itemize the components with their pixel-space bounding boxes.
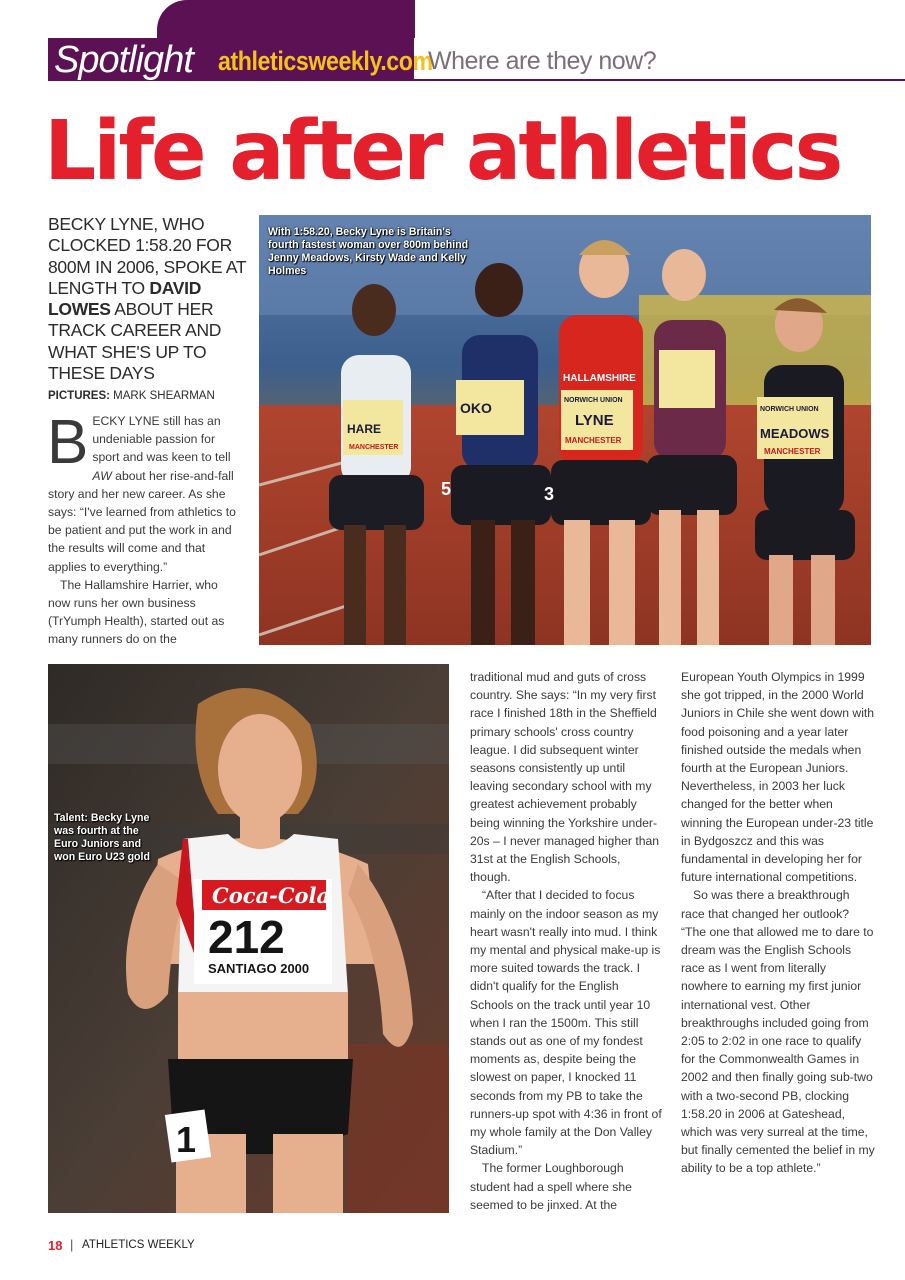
- bib-city: MANCHESTER: [764, 447, 821, 456]
- article-title: Life after athletics: [44, 104, 841, 199]
- bib-number: 212: [208, 911, 285, 963]
- magazine-abbr: AW: [92, 468, 112, 483]
- credits-label: PICTURES:: [48, 390, 110, 402]
- paragraph: European Youth Olympics in 1999 she got tripped, in the 2000 World Juniors in Chile she went down with food poisoning and a year later finished outside the medals when fourth at the European Juniors. Nevertheless, in 2003 her luck changed for the better when winning the European under-23 title in Bydgoszcz and this was fundamental in developing her for future international competitions.: [681, 670, 875, 885]
- paragraph: traditional mud and guts of cross country. She says: “In my very first race I finished 18th in the Sheffield primary schools' cross country league. I did subsequent winter seasons consistently up until leaving secondary school with my greatest achievement probably being winning the Yorkshire under-20s – I never managed higher than 31st at the English Schools, though.: [470, 670, 660, 885]
- portrait-photo: [48, 664, 449, 1213]
- portrait-caption: Talent: Becky Lyne was fourth at the Euro Juniors and won Euro U23 gold: [54, 812, 150, 863]
- site-url[interactable]: athleticsweekly.com: [218, 46, 433, 76]
- author-name: DAVID LOWES: [48, 277, 202, 320]
- bib-sponsor: Coca-Cola: [212, 883, 331, 908]
- bib-sponsor: NORWICH UNION: [564, 397, 623, 404]
- race-photo-graphic: [259, 215, 871, 645]
- bib-name: MEADOWS: [760, 426, 830, 441]
- standfirst-text-end: ABOUT HER TRACK CAREER AND WHAT SHE'S UP TO THESE DAYS: [48, 299, 222, 384]
- paragraph: “After that I decided to focus mainly on the indoor season as my heart wasn't really into mud. I think my mental and physical make-up is more suited towards the track. I didn't qualify for the English Schools on the track until year 10 when I ran the 1500m. This still stands out as one of my fondest moments as, despite being the slowest on paper, I knocked 11 seconds from my PB to take the runners-up spot with 4:36 in front of my whole family at the Don Valley Stadium.”: [470, 888, 662, 1158]
- body-column-3: [681, 668, 875, 1178]
- race-photo-caption: With 1:58.20, Becky Lyne is Britain's fourth fastest woman over 800m behind Jenny Meadows, Kirsty Wade and Kelly Holmes: [268, 226, 469, 277]
- paragraph-text: ECKY LYNE still has an undeniable passion for sport and was keen to tell: [92, 414, 231, 465]
- section-tagline: Where are they now?: [428, 47, 657, 75]
- header-tab: [157, 0, 415, 38]
- standfirst-text: BECKY LYNE, WHO CLOCKED 1:58.20 FOR 800M IN 2006, SPOKE AT LENGTH TO: [48, 214, 246, 298]
- drop-cap: B: [47, 408, 89, 477]
- credits-name: MARK SHEARMAN: [109, 390, 215, 402]
- section-label: Spotlight: [54, 39, 193, 81]
- intro-paragraph: [47, 408, 238, 576]
- race-photo: [259, 215, 871, 645]
- page-number: 18: [48, 1238, 63, 1253]
- hip-number: 1: [176, 1119, 197, 1160]
- paragraph-text: about her rise-and-fall story and her new career. As she says: “I've learned from athletics to be patient and put the work in and the results will come and that applies to everything.”: [48, 468, 236, 574]
- magazine-name: ATHLETICS WEEKLY: [82, 1239, 195, 1251]
- paragraph: The Hallamshire Harrier, who now runs her own business (TrYumph Health), started out as many runners do on the: [48, 577, 225, 647]
- paragraph: The former Loughborough student had a spell where she seemed to be jinxed. At the: [470, 1161, 632, 1212]
- footer-separator: |: [70, 1237, 74, 1252]
- bib-city: MANCHESTER: [565, 436, 622, 445]
- hip-number: 3: [544, 484, 555, 504]
- bib-name: LYNE: [575, 412, 614, 429]
- standfirst: [48, 214, 248, 384]
- bib-name: OKO: [460, 400, 492, 416]
- picture-credits: [48, 390, 215, 402]
- body-column-2: [470, 668, 662, 1214]
- bib-event: SANTIAGO 2000: [208, 961, 310, 976]
- bib-name: HARE: [347, 422, 382, 436]
- bib-club: HALLAMSHIRE: [563, 373, 636, 384]
- body-column-1: [47, 408, 238, 649]
- bib-sponsor: NORWICH UNION: [760, 406, 819, 413]
- bib-city: MANCHESTER: [349, 444, 399, 451]
- paragraph: So was there a breakthrough race that changed her outlook? “The one that allowed me to dare to dream was the English Schools race as I went from literally nowhere to earning my first junior international vest. Other breakthroughs included going from 2:05 to 2:02 in one race to qualify for the Commonwealth Games in 2002 and then finally going sub-two with a two-second PB, clocking 1:58.20 in 2006 at Gateshead, which was very surreal at the time, but finally cemented the belief in my ability to be a top athlete.”: [681, 888, 875, 1176]
- portrait-photo-graphic: [48, 664, 449, 1213]
- hip-number: 5: [441, 479, 452, 499]
